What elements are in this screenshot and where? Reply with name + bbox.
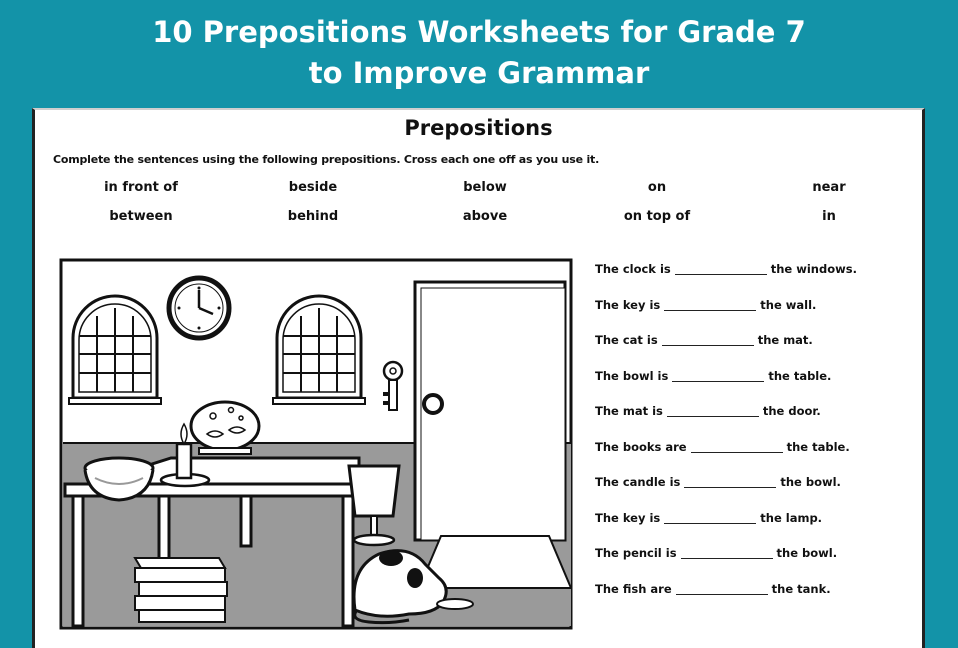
sentence-end: the wall. <box>760 297 817 312</box>
sentence-item <box>595 440 915 476</box>
word-bank-item: in front of <box>104 180 178 195</box>
word-bank-item: in <box>822 209 836 224</box>
word-bank-item: below <box>463 180 507 195</box>
sentence-item <box>595 511 915 547</box>
banner-title-line-2: to Improve Grammar <box>308 56 650 90</box>
sentence-end: the mat. <box>757 333 813 347</box>
word-bank-item: behind <box>287 209 339 224</box>
worksheet-instructions: Complete the sentences using the following prepositions. Cross each one off as you use it. <box>53 153 600 166</box>
answer-blank[interactable] <box>676 594 768 595</box>
sentence-end: the bowl. <box>776 546 838 560</box>
answer-blank[interactable] <box>672 381 764 382</box>
sentence-end: the windows. <box>770 262 857 276</box>
sentence-start: The candle is <box>595 475 681 489</box>
sentence-item <box>595 404 915 440</box>
word-bank-item: on top of <box>623 209 691 224</box>
sentence-start: The pencil is <box>595 546 677 560</box>
answer-blank[interactable] <box>664 310 756 311</box>
sentence-item <box>595 582 915 618</box>
sentence-item <box>595 262 915 298</box>
sentence-start: The cat is <box>595 333 658 347</box>
answer-blank[interactable] <box>691 452 783 453</box>
sentence-start: The clock is <box>595 262 671 276</box>
sentence-item <box>595 369 915 405</box>
worksheet <box>32 108 925 648</box>
sentence-end: the table. <box>786 439 850 454</box>
word-bank <box>55 180 915 226</box>
word-bank-item: near <box>812 180 846 195</box>
banner-title-line-1: 10 Prepositions Worksheets for Grade 7 <box>152 15 806 49</box>
sentence-end: the bowl. <box>780 475 841 489</box>
answer-blank[interactable] <box>684 487 776 488</box>
answer-blank[interactable] <box>667 416 759 417</box>
right-window <box>273 296 365 404</box>
sentence-end: the lamp. <box>760 510 823 525</box>
books <box>135 558 227 622</box>
sentence-item <box>595 546 915 582</box>
answer-blank[interactable] <box>675 274 767 275</box>
sentence-start: The key is <box>595 510 661 525</box>
room-illustration-svg <box>59 258 575 630</box>
answer-blank[interactable] <box>681 558 773 559</box>
sentence-start: The books are <box>595 439 687 454</box>
sentence-item <box>595 475 915 511</box>
answer-blank[interactable] <box>662 345 754 346</box>
sentence-item <box>595 333 915 369</box>
sentence-start: The fish are <box>595 581 672 596</box>
answer-blank[interactable] <box>664 523 756 524</box>
room-illustration <box>59 258 575 630</box>
banner-title <box>0 12 958 94</box>
sentence-end: the door. <box>762 404 821 418</box>
sentence-end: the tank. <box>771 581 831 596</box>
sentence-list <box>595 262 915 617</box>
door <box>415 282 565 540</box>
sentence-item <box>595 298 915 334</box>
sentence-start: The key is <box>595 297 661 312</box>
word-bank-item: beside <box>288 180 338 195</box>
sentence-start: The bowl is <box>595 368 669 383</box>
word-bank-item: on <box>647 180 667 195</box>
sentence-end: the table. <box>768 368 832 383</box>
sentence-start: The mat is <box>595 404 663 418</box>
word-bank-item: above <box>462 209 508 224</box>
word-bank-item: between <box>109 209 173 224</box>
clock-icon <box>169 278 229 338</box>
left-window <box>69 296 161 404</box>
worksheet-title: Prepositions <box>404 116 553 140</box>
